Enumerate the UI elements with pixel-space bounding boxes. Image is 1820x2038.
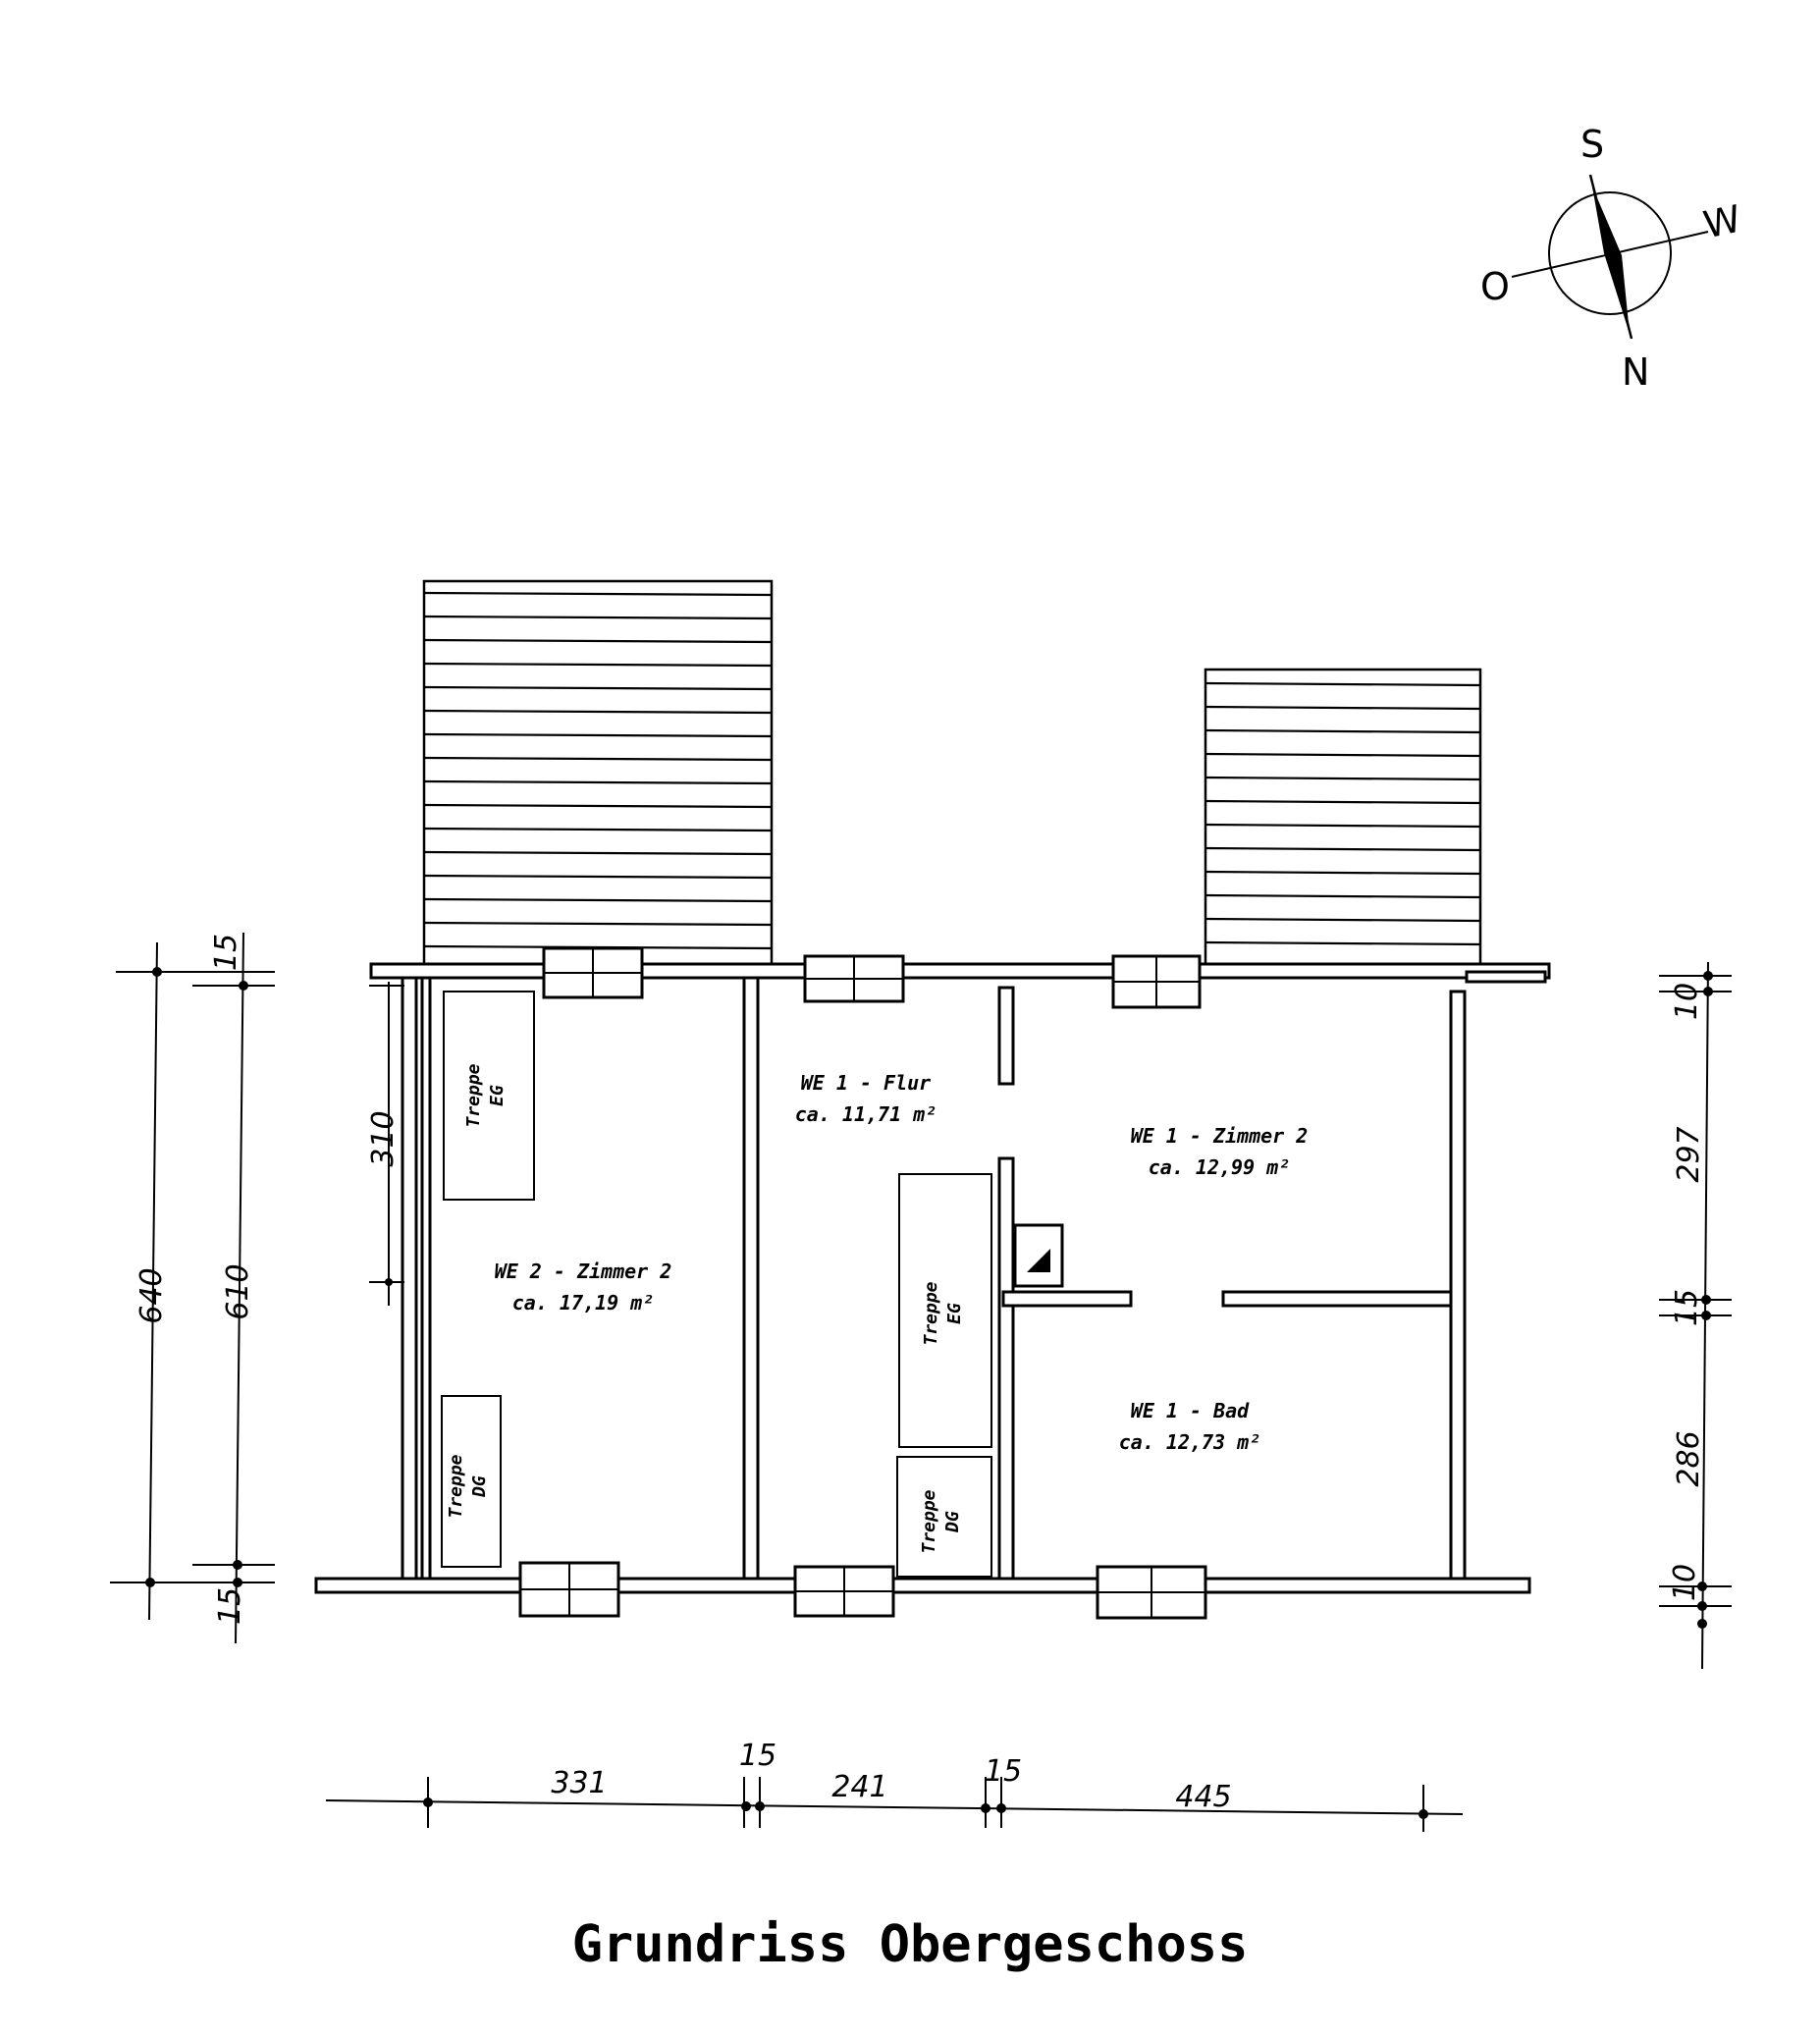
balcony-hatch-line [424,711,772,713]
window [805,956,903,1001]
dimension-label: 10 [1668,1563,1702,1602]
balcony-hatch-line [424,829,772,831]
room-name: WE 1 - Flur [800,1071,932,1095]
room-area: ca. 11,71 m² [794,1102,937,1126]
balcony-hatch-line [1205,707,1480,709]
balcony-hatch-line [424,640,772,642]
balcony-hatch-line [1205,872,1480,874]
balcony-hatch-line [424,593,772,595]
page-title: Grundriss Obergeschoss [571,1915,1249,1974]
balcony-hatch-line [424,734,772,736]
window [795,1567,893,1616]
stair-label: Treppe [919,1489,939,1554]
dimension-label: 297 [1672,1126,1706,1183]
window [1097,1567,1205,1618]
balcony-hatch-line [424,687,772,689]
dimension-label: 610 [221,1263,255,1320]
window [1113,956,1200,1007]
dimension-label: 15 [213,1586,247,1626]
room-area: ca. 17,19 m² [511,1291,655,1314]
balcony-hatch-line [424,664,772,666]
balcony-hatch-line [424,899,772,901]
dimension-label: 310 [366,1110,401,1167]
balcony-hatch-line [1205,848,1480,850]
room-name: WE 2 - Zimmer 2 [494,1260,672,1283]
balcony-hatch-line [1205,942,1480,944]
dimension-right [1659,962,1732,1669]
dimension-label: 445 [1175,1780,1232,1814]
compass-north-label: N [1622,350,1650,394]
dimension-label: 10 [1670,982,1704,1021]
dimension-label: 331 [551,1766,608,1800]
dimension-label: 15 [209,933,243,972]
balcony-hatch-line [1205,778,1480,779]
stair-label: Treppe [446,1454,466,1519]
balcony-hatch-line [1205,895,1480,897]
room-labels [495,1071,1309,1454]
balcony-hatch-line [424,923,772,925]
stair-label: Treppe [921,1281,941,1346]
stair-label: EG [944,1303,965,1324]
stair-label: DG [942,1511,963,1532]
balcony-hatch-line [424,852,772,854]
dimension-label: 15 [738,1739,777,1773]
dimension-label: 640 [134,1267,169,1324]
balcony-hatch-line [424,758,772,760]
balcony-hatch-line [424,781,772,783]
balcony-right [1205,670,1480,972]
balcony-hatch-line [424,805,772,807]
windows [520,948,1205,1618]
window [520,1563,618,1616]
stair-label: DG [469,1475,490,1497]
room-name: WE 1 - Zimmer 2 [1130,1124,1309,1148]
compass-rose [1480,123,1744,394]
balcony-hatch-line [1205,825,1480,827]
balcony-hatch-line [424,876,772,878]
compass-south-label: S [1580,123,1605,166]
balcony-hatch-line [1205,730,1480,732]
balcony-hatch-line [1205,919,1480,921]
stair-label: Treppe [463,1063,484,1128]
balcony-hatch-line [1205,683,1480,685]
dimension-label: 15 [1670,1288,1704,1327]
room-area: ca. 12,99 m² [1148,1155,1291,1179]
dimension-label: 286 [1672,1430,1706,1487]
stair-label: EG [487,1085,508,1106]
dimension-label: 15 [984,1754,1023,1789]
dimension-label: 241 [831,1770,888,1804]
dimension-left [110,933,404,1643]
room-name: WE 1 - Bad [1130,1399,1250,1422]
window [544,948,642,997]
compass-east-label: O [1480,265,1510,308]
room-area: ca. 12,73 m² [1118,1430,1261,1454]
balcony-hatch-line [424,617,772,618]
dimension-bottom [326,1739,1463,1832]
balcony-hatch-line [1205,754,1480,756]
compass-west-label: W [1699,196,1745,247]
balcony-hatch-line [1205,801,1480,803]
balcony-left [424,581,772,972]
